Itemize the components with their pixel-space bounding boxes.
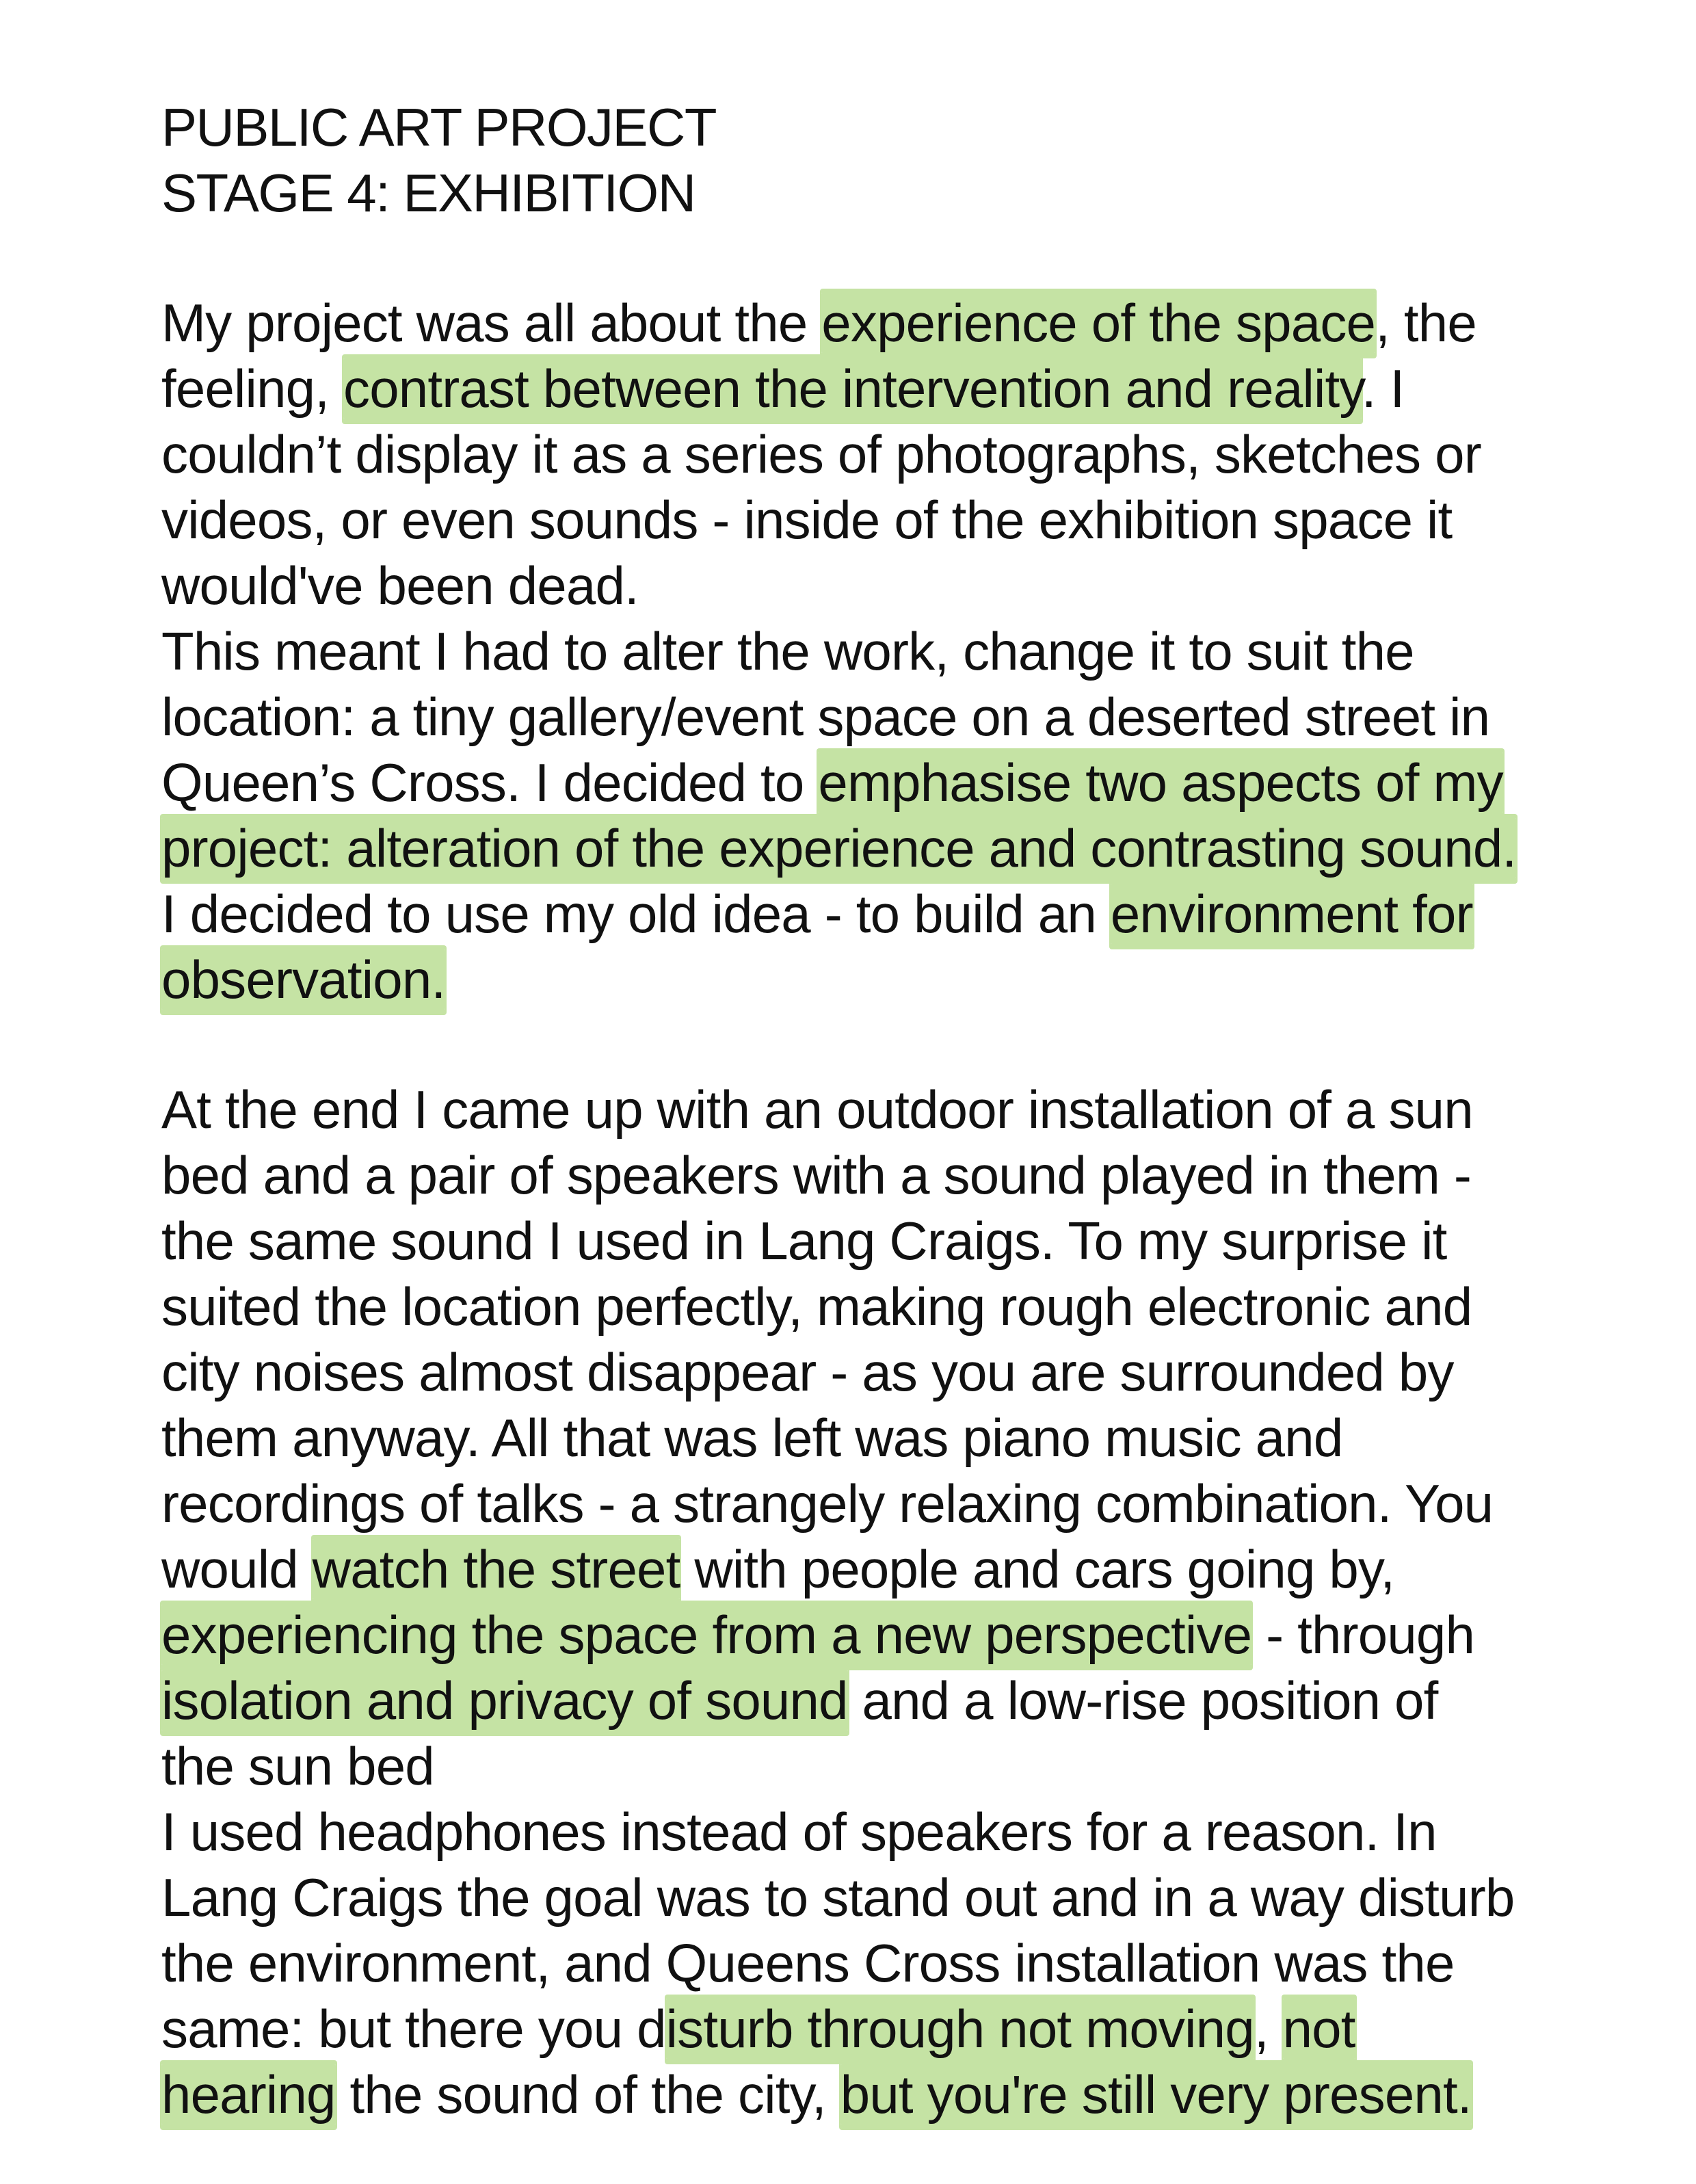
text-line: I used headphones instead of speakers for a reason. In bbox=[161, 1802, 1437, 1862]
text-line: city noises almost disappear - as you are surrounded by bbox=[161, 1342, 1454, 1402]
highlight: contrast between the intervention and reality bbox=[343, 358, 1362, 419]
highlight: hearing bbox=[161, 2064, 336, 2124]
highlight: project: alteration of the experience and contrasting sound. bbox=[161, 818, 1517, 878]
text-line: would've been dead. bbox=[161, 555, 639, 616]
text-line: the environment, and Queens Cross installation was the bbox=[161, 1933, 1455, 1993]
text-line: same: but there you disturb through not moving, not bbox=[161, 1999, 1355, 2059]
highlight: environment for bbox=[1110, 884, 1473, 944]
text-line: suited the location perfectly, making rough electronic and bbox=[161, 1276, 1472, 1337]
text-line: bed and a pair of speakers with a sound played in them - bbox=[161, 1145, 1472, 1205]
highlight: isolation and privacy of sound bbox=[161, 1670, 848, 1731]
paragraph-1 bbox=[161, 290, 1556, 1012]
text-line: Lang Craigs the goal was to stand out and in a way disturb bbox=[161, 1867, 1515, 1928]
highlight: watch the street bbox=[312, 1539, 680, 1599]
stage-title: STAGE 4: EXHIBITION bbox=[161, 163, 695, 223]
highlight: observation. bbox=[161, 949, 446, 1010]
project-title: PUBLIC ART PROJECT bbox=[161, 97, 717, 157]
text-line: location: a tiny gallery/event space on a deserted street in bbox=[161, 687, 1490, 747]
highlight: emphasise two aspects of my bbox=[818, 752, 1503, 813]
text-line: feeling, contrast between the intervention and reality. I bbox=[161, 358, 1405, 419]
highlight: experiencing the space from a new perspective bbox=[161, 1605, 1252, 1665]
text-line: the same sound I used in Lang Craigs. To my surprise it bbox=[161, 1211, 1447, 1271]
text-line: isolation and privacy of sound and a low-rise position of bbox=[161, 1670, 1438, 1731]
highlight: experience of the space bbox=[821, 293, 1376, 353]
text-line: recordings of talks - a strangely relaxing combination. You bbox=[161, 1473, 1494, 1534]
text-line: This meant I had to alter the work, change it to suit the bbox=[161, 621, 1414, 681]
text-line: videos, or even sounds - inside of the exhibition space it bbox=[161, 490, 1453, 550]
highlight: isturb through not moving bbox=[665, 1999, 1254, 2059]
text-line: At the end I came up with an outdoor installation of a sun bbox=[161, 1079, 1473, 1140]
paragraph-2 bbox=[161, 1077, 1556, 2127]
text-line: experiencing the space from a new perspective - through bbox=[161, 1605, 1475, 1665]
highlight: but you're still very present. bbox=[840, 2064, 1472, 2124]
text-line: hearing the sound of the city, but you're still very present. bbox=[161, 2064, 1472, 2124]
text-line: the sun bed bbox=[161, 1736, 434, 1796]
text-line: I decided to use my old idea - to build an environment for bbox=[161, 884, 1473, 944]
text-line bbox=[161, 815, 1556, 881]
text-line: My project was all about the experience of the space, the bbox=[161, 293, 1476, 353]
text-line: couldn’t display it as a series of photographs, sketches or bbox=[161, 424, 1481, 484]
text-line: them anyway. All that was left was piano music and bbox=[161, 1408, 1343, 1468]
text-line bbox=[161, 947, 1556, 1012]
text-line: would watch the street with people and cars going by, bbox=[161, 1539, 1395, 1599]
document-heading bbox=[161, 94, 716, 226]
text-line: Queen’s Cross. I decided to emphasise two aspects of my bbox=[161, 752, 1503, 813]
highlight: not bbox=[1282, 1999, 1355, 2059]
